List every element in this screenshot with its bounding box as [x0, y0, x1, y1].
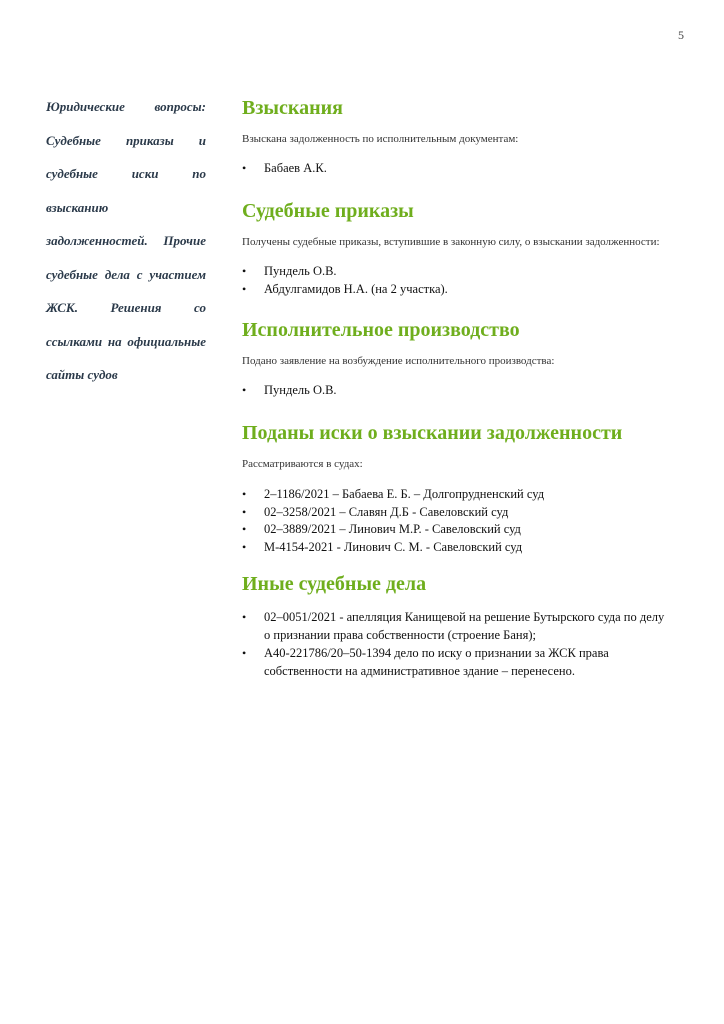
section-debt-claims [242, 421, 672, 556]
section-intro: Получены судебные приказы, вступившие в законную силу, о взыскании задолженности: [242, 236, 660, 248]
sidebar-note: Юридические вопросы: Судебные приказы и судебные иски по взысканию задолженностей. Прочие судебные дела с участием ЖСК. Решения со ссылками на официальные сайты судов [46, 99, 206, 382]
section-court-orders [242, 199, 672, 298]
section-intro: Рассматриваются в судах: [242, 458, 363, 470]
item-list [242, 486, 672, 556]
list-item: • Пундель О.В. [242, 381, 672, 399]
item-list [242, 381, 672, 399]
list-item: • 2–1186/2021 – Бабаева Е. Б. – Долгопрудненский суд [242, 486, 672, 504]
list-item: • М-4154-2021 - Линович С. М. - Савеловский суд [242, 539, 672, 557]
item-list [242, 608, 672, 680]
section-other-cases [242, 572, 672, 680]
section-intro: Взыскана задолженность по исполнительным документам: [242, 133, 519, 145]
list-item: • 02–3258/2021 – Славян Д.Б - Савеловский суд [242, 504, 672, 522]
section-title: Судебные приказы [242, 200, 414, 222]
item-list [242, 262, 672, 298]
list-item: • А40-221786/20–50-1394 дело по иску о признании за ЖСК права собственности на административное здание – перенесено. [242, 644, 672, 680]
section-collections [242, 96, 672, 177]
main-content [242, 96, 672, 700]
list-item: • 02–3889/2021 – Линович М.Р. - Савеловский суд [242, 521, 672, 539]
list-item: • Бабаев А.К. [242, 159, 672, 177]
list-item: • Абдулгамидов Н.А. (на 2 участка). [242, 280, 672, 298]
section-intro: Подано заявление на возбуждение исполнительного производства: [242, 355, 555, 367]
page-number: 5 [678, 28, 684, 42]
section-title: Исполнительное производство [242, 319, 520, 341]
section-title: Иные судебные дела [242, 573, 427, 595]
item-list [242, 159, 672, 177]
section-title: Взыскания [242, 97, 343, 119]
list-item: • Пундель О.В. [242, 262, 672, 280]
section-enforcement [242, 318, 672, 399]
section-title: Поданы иски о взыскании задолженности [242, 422, 623, 444]
list-item: • 02–0051/2021 - апелляция Канищевой на решение Бутырского суда по делу о признании права собственности (строение Баня); [242, 608, 672, 644]
